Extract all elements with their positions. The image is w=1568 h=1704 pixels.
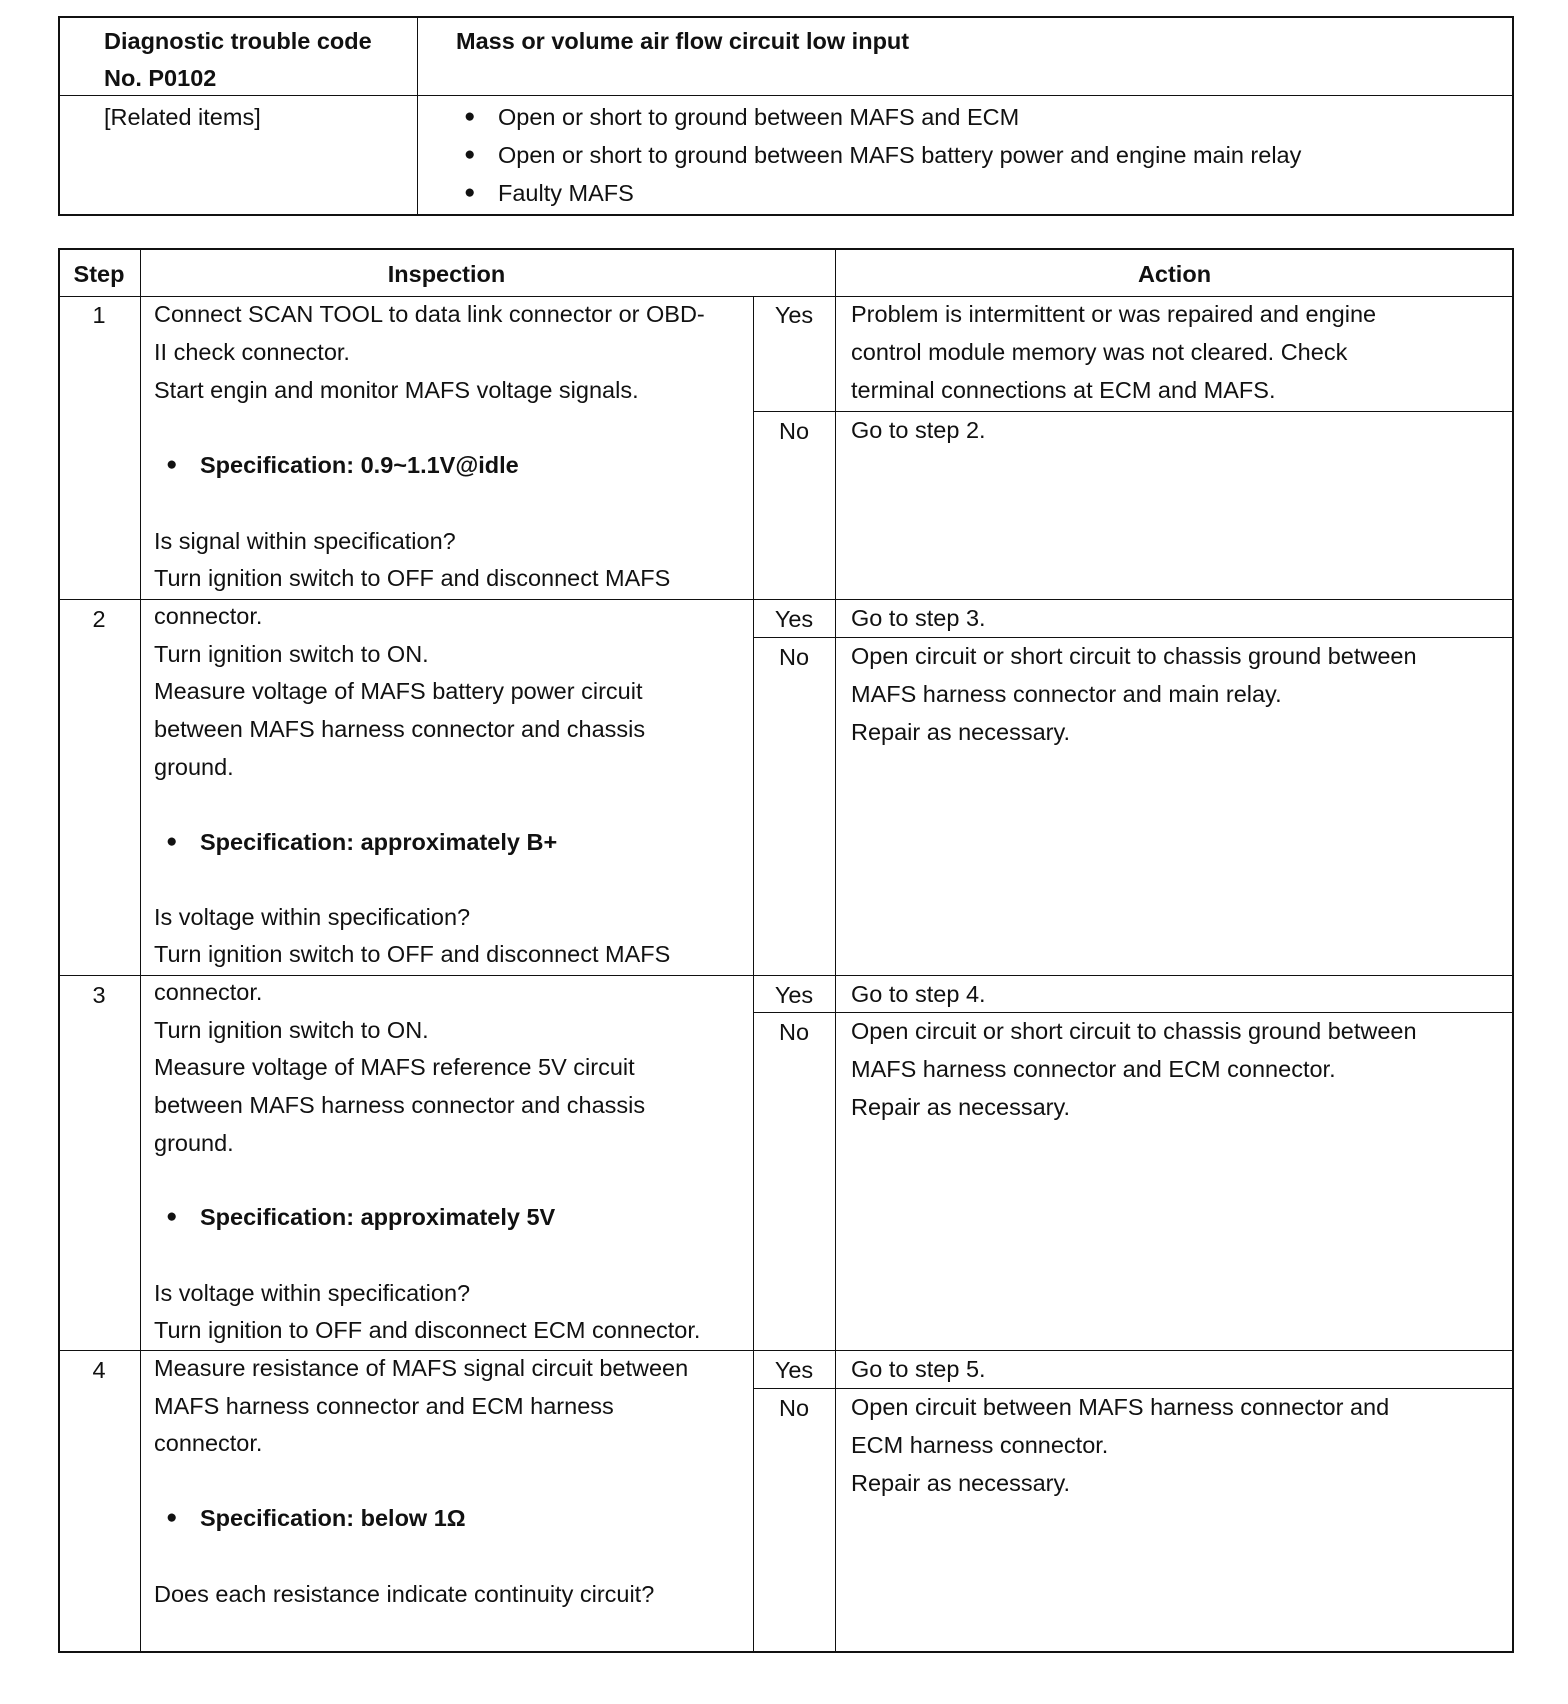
yes-label: Yes: [774, 982, 814, 1008]
step1-yes-action: Problem is intermittent or was repaired and engine control module memory was not cleared. Check terminal connections at ECM and MAFS.: [851, 301, 1377, 403]
column-header-step: Step: [73, 261, 125, 287]
step3-question: Is voltage within specification?: [154, 1280, 471, 1306]
no-label: No: [778, 1019, 810, 1045]
step-number: 3: [92, 982, 106, 1008]
step1-inspection: Connect SCAN TOOL to data link connector or OBD- II check connector. Start engin and monitor MAFS voltage signals.: [154, 301, 705, 403]
step4-question: Does each resistance indicate continuity circuit?: [154, 1581, 655, 1607]
header-column-divider: [417, 16, 418, 216]
no-label: No: [778, 1395, 810, 1421]
dtc-title: Mass or volume air flow circuit low input: [456, 28, 910, 54]
step3-specification: ● Specification: approximately 5V: [200, 1198, 555, 1236]
step1-question: Is signal within specification?: [154, 528, 456, 554]
related-items-label: [Related items]: [104, 104, 261, 130]
action-column-divider: [835, 248, 836, 1653]
related-item: ● Open or short to ground between MAFS and ECM: [498, 98, 1019, 136]
yes-label: Yes: [774, 1357, 814, 1383]
step1-no-action: Go to step 2.: [851, 417, 986, 443]
step4-specification: ● Specification: below 1Ω: [200, 1499, 466, 1537]
related-item: ● Faulty MAFS: [498, 174, 634, 212]
column-header-inspection: Inspection: [387, 261, 506, 287]
step2-question: Is voltage within specification?: [154, 904, 471, 930]
step4-yes-action: Go to step 5.: [851, 1356, 986, 1382]
step-column-divider: [140, 248, 141, 1653]
step1-specification: ● Specification: 0.9~1.1V@idle: [200, 446, 519, 484]
no-label: No: [778, 418, 810, 444]
step-number: 1: [92, 302, 106, 328]
yes-label: Yes: [774, 302, 814, 328]
step2-specification: ● Specification: approximately B+: [200, 823, 557, 861]
step2-inspection: Turn ignition switch to OFF and disconnect MAFS connector. Turn ignition switch to ON. Measure voltage of MAFS battery power circuit between MAFS harness connector and chassis ground.: [154, 565, 671, 780]
step3-no-action: Open circuit or short circuit to chassis ground between MAFS harness connector and ECM connector. Repair as necessary.: [851, 1018, 1417, 1120]
no-label: No: [778, 644, 810, 670]
step2-no-action: Open circuit or short circuit to chassis ground between MAFS harness connector and main relay. Repair as necessary.: [851, 643, 1417, 745]
column-header-action: Action: [1137, 261, 1212, 287]
yes-label: Yes: [774, 606, 814, 632]
step3-inspection: Turn ignition switch to OFF and disconnect MAFS connector. Turn ignition switch to ON. Measure voltage of MAFS reference 5V circuit between MAFS harness connector and chassis ground.: [154, 941, 671, 1156]
dtc-label-line2: No. P0102: [104, 65, 217, 91]
step-number: 2: [92, 606, 106, 632]
step2-yes-action: Go to step 3.: [851, 605, 986, 631]
step3-yes-action: Go to step 4.: [851, 981, 986, 1007]
step4-no-action: Open circuit between MAFS harness connector and ECM harness connector. Repair as necessary.: [851, 1394, 1390, 1496]
step4-inspection: Turn ignition to OFF and disconnect ECM connector. Measure resistance of MAFS signal circuit between MAFS harness connector and ECM harness connector.: [154, 1317, 701, 1457]
related-item: ● Open or short to ground between MAFS battery power and engine main relay: [498, 136, 1301, 174]
dtc-label-line1: Diagnostic trouble code: [104, 28, 372, 54]
header-row-divider: [58, 95, 1514, 96]
step-number: 4: [92, 1357, 106, 1383]
